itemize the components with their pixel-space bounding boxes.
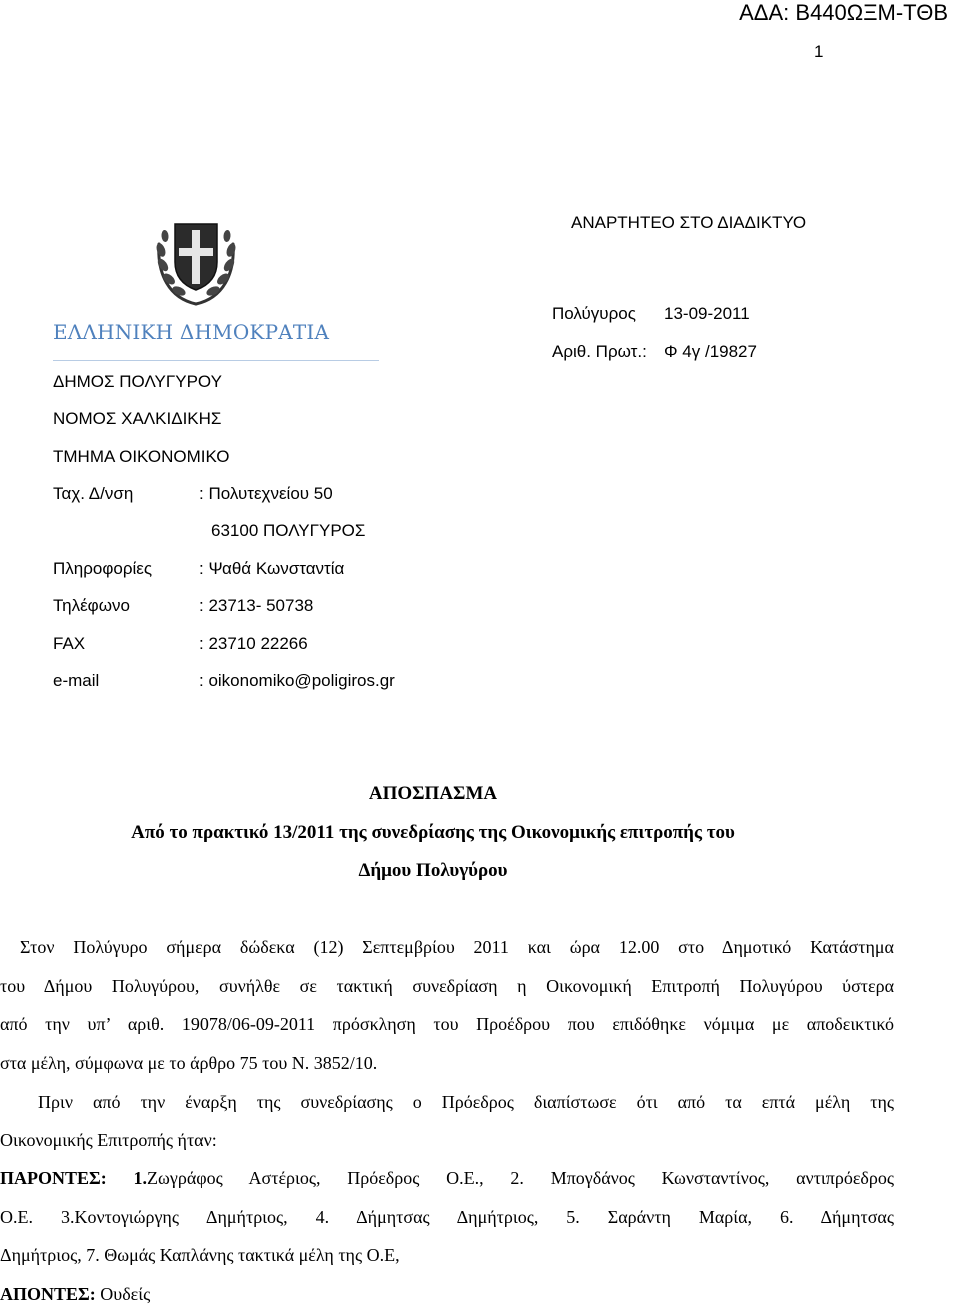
address-value: : Πολυτεχνείου 50 xyxy=(199,484,333,503)
phone-label: Τηλέφωνο xyxy=(53,596,130,615)
paragraph-line: από την υπ’ αριθ. 19078/06-09-2011 πρόσκληση του Προέδρου που επιδόθηκε νόμιμα με αποδεικτικό xyxy=(0,1014,894,1034)
address-label: Ταχ. Δ/νση xyxy=(53,484,134,503)
present-members-line: Ο.Ε. 3.Κοντογιώργης Δημήτριος, 4. Δήμητσας Δημήτριος, 5. Σαράντη Μαρία, 6. Δήμητσας xyxy=(0,1207,894,1227)
paragraph-line: Οικονομικής Επιτροπής ήταν: xyxy=(0,1130,217,1150)
page-number: 1 xyxy=(814,42,824,61)
republic-heading: ΕΛΛΗΝΙΚΗ ΔΗΜΟΚΡΑΤΙΑ xyxy=(53,320,330,344)
paragraph-line: του Δήμου Πολυγύρου, συνήλθε σε τακτική συνεδρίαση η Οικονομική Επιτροπή Πολυγύρου ύστερα xyxy=(0,976,894,996)
publish-note: ΑΝΑΡΤΗΤΕΟ ΣΤΟ ΔΙΑΔΙΚΤΥΟ xyxy=(571,213,807,232)
greek-emblem-icon xyxy=(151,210,241,310)
info-value: : Ψαθά Κωνσταντία xyxy=(199,559,345,578)
department-name: ΤΜΗΜΑ ΟΙΚΟΝΟΜΙΚΟ xyxy=(53,447,230,466)
address-city: 63100 ΠΟΛΥΓΥΡΟΣ xyxy=(211,521,366,540)
protocol-label: Αριθ. Πρωτ.: xyxy=(552,342,647,361)
document-title: ΑΠΟΣΠΑΣΜΑ xyxy=(368,783,498,804)
present-members-line: Δημήτριος, 7. Θωμάς Καπλάνης τακτικά μέλη της Ο.Ε, xyxy=(0,1245,400,1265)
email-label: e-mail xyxy=(53,671,100,690)
absent-members-line xyxy=(0,1275,894,1313)
paragraph-line: Πριν από την έναρξη της συνεδρίασης ο Πρόεδρος διαπίστωσε ότι από τα επτά μέλη της xyxy=(38,1092,894,1112)
document-subtitle-line2: Δήμου Πολυγύρου xyxy=(358,860,508,881)
prefecture-name: ΝΟΜΟΣ ΧΑΛΚΙΔΙΚΗΣ xyxy=(53,409,222,428)
phone-value: : 23713- 50738 xyxy=(199,596,314,615)
date-label: Πολύγυρος xyxy=(552,304,636,323)
absent-value: Ουδείς xyxy=(95,1284,151,1304)
ada-code: ΑΔΑ: Β440ΩΞΜ-ΤΘΒ xyxy=(739,0,948,25)
present-label: ΠΑΡΟΝΤΕΣ: 1. xyxy=(0,1168,148,1188)
document-subtitle-line1: Από το πρακτικό 13/2011 της συνεδρίασης της Οικονομικής επιτροπής του xyxy=(131,822,735,843)
fax-value: : 23710 22266 xyxy=(199,634,308,653)
heading-divider xyxy=(53,360,379,361)
protocol-value: Φ 4γ /19827 xyxy=(664,342,757,361)
paragraph-line: στα μέλη, σύμφωνα με το άρθρο 75 του Ν. 3852/10. xyxy=(0,1053,378,1073)
absent-label: ΑΠΟΝΤΕΣ: xyxy=(0,1284,96,1304)
paragraph-line: Στον Πολύγυρο σήμερα δώδεκα (12) Σεπτεμβρίου 2011 και ώρα 12.00 στο Δημοτικό Κατάστημα xyxy=(20,937,894,957)
info-label: Πληροφορίες xyxy=(53,559,153,578)
date-value: 13-09-2011 xyxy=(664,304,750,323)
present-members-line xyxy=(0,1159,894,1197)
present-text: Ζωγράφος Αστέριος, Πρόεδρος Ο.Ε., 2. Μπογδάνος Κωνσταντίνος, αντιπρόεδρος xyxy=(147,1168,894,1188)
fax-label: FAX xyxy=(53,634,86,653)
email-value: : oikonomiko@poligiros.gr xyxy=(199,671,395,690)
municipality-name: ΔΗΜΟΣ ΠΟΛΥΓΥΡΟΥ xyxy=(53,372,222,391)
